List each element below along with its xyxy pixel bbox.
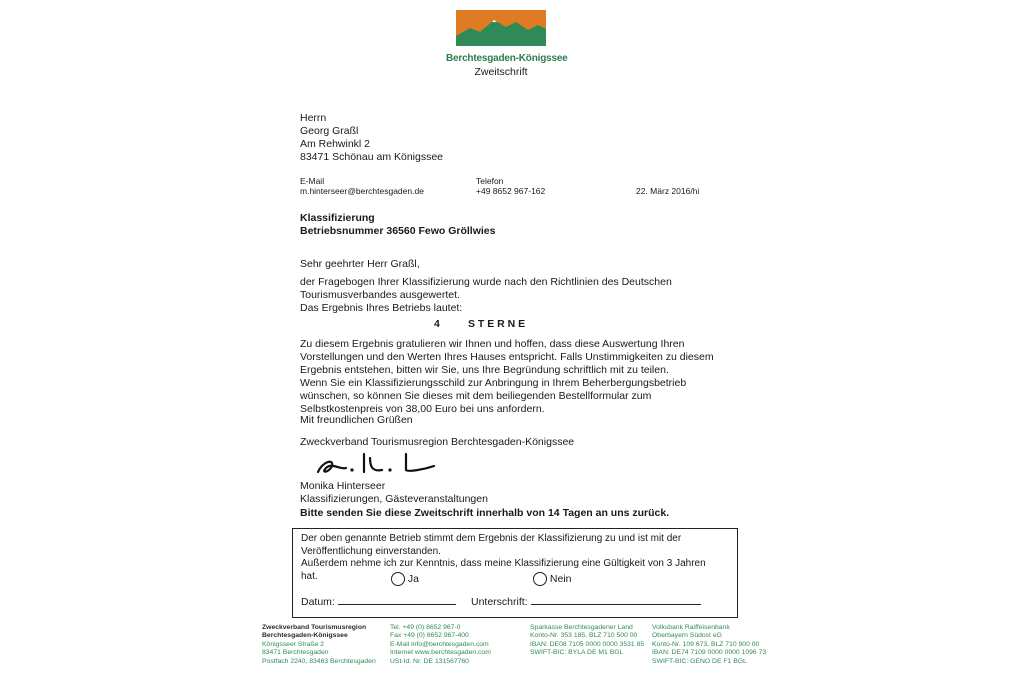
confirmation-box [292,528,738,618]
phone-block [476,176,545,196]
result-number: 4 [434,318,440,330]
intro-paragraph [300,276,672,315]
footer-address [262,624,376,666]
confirmation-text [301,533,706,583]
recipient-line: Georg Graßl [300,125,359,137]
letterhead-logo [446,10,568,78]
body-line: Selbstkostenpreis von 38,00 Euro bei uns anfordern. [300,403,545,415]
subject-line: Klassifizierung [300,212,375,224]
footer-bank-line: Konto-Nr. 109 673, BLZ 710 900 00 [652,640,760,648]
footer-address-line: Berchtesgaden-Königssee [262,632,348,640]
email-block [300,176,424,196]
footer-bank-line: Oberbayern Südost eG [652,632,722,640]
letter-date: 22. März 2016/hi [636,186,700,196]
signer-name: Monika Hinterseer [300,480,386,492]
sender-organization: Zweckverband Tourismusregion Berchtesgaden-Königssee [300,436,575,448]
footer-bank-line: SWIFT-BIC: GENO DE F1 BGL [652,657,747,665]
footer-address-line: Königsseer Straße 2 [262,640,324,648]
intro-line: Tourismusverbandes ausgewertet. [300,289,460,301]
confirmation-line: Veröffentlichung einverstanden. [301,545,441,557]
email-label: E-Mail [300,176,325,186]
phone-label: Telefon [476,176,504,186]
signature-line[interactable] [531,604,701,605]
logo-name: Berchtesgaden-Königssee [446,53,568,64]
copy-label: Zweitschrift [474,66,528,78]
recipient-line: 83471 Schönau am Königssee [300,151,444,163]
confirmation-line: hat. [301,570,318,582]
body-line: Zu diesem Ergebnis gratulieren wir Ihnen und hoffen, dass diese Auswertung Ihren [300,338,685,350]
yes-label: Ja [407,572,420,585]
email-value: m.hinterseer@berchtesgaden.de [300,186,424,196]
footer-address-line: Zweckverband Tourismusregion [262,624,367,631]
subject-line: Betriebsnummer 36560 Fewo Gröllwies [300,225,496,237]
intro-line: der Fragebogen Ihrer Klassifizierung wurde nach den Richtlinien des Deutschen [300,276,672,288]
footer-bank-line: IBAN: DE08 7105 0000 0000 3531 85 [530,640,645,648]
footer-contact-line: E-Mail info@berchtesgaden.com [390,640,489,648]
signer-block [300,480,488,506]
body-line: Vorstellungen und den Werten Ihres Hauses entspricht. Falls Unstimmigkeiten zu diesem [300,351,714,363]
footer-bank-line: Konto-Nr. 353 185, BLZ 710 500 00 [530,632,638,640]
date-line[interactable] [338,604,456,605]
footer-address-line: 83471 Berchtesgaden [262,649,329,657]
confirmation-line: Der oben genannte Betrieb stimmt dem Ergebnis der Klassifizierung zu und ist mit der [301,533,682,544]
footer-contact-line: Tel. +49 (0) 8652 967-0 [390,624,461,631]
footer-bank-line: IBAN: DE74 7109 0000 0000 1096 73 [652,649,767,657]
body-line: wünschen, so können Sie dieses mit dem beiliegenden Bestellformular zum [300,390,652,402]
signer-role: Klassifizierungen, Gästeveranstaltungen [300,493,488,505]
footer-bank-line: Sparkasse Berchtesgadener Land [530,624,633,631]
footer-contact-line: Internet www.berchtesgaden.com [390,649,491,657]
footer-address-line: Postfach 2240, 83463 Berchtesgaden [262,657,376,665]
footer-bank-sparkasse [530,624,644,658]
footer-contact-line: USt-Id. Nr. DE 131567760 [390,657,469,665]
no-label: Nein [549,572,572,585]
recipient-address [300,112,443,164]
footer-bank-volksbank [652,624,766,666]
body-paragraph [300,338,714,416]
body-line: Ergebnis entstehen, bitten wir Sie, uns Ihre Begründung schriftlich mit zu teilen. [300,364,669,376]
date-label: Datum: [301,596,335,608]
footer-contact-line: Fax +49 (0) 8652 967-400 [390,632,469,640]
recipient-line: Am Rehwinkl 2 [300,138,371,150]
yes-radio[interactable] [391,572,405,586]
closing: Mit freundlichen Grüßen [300,414,413,426]
signature-label: Unterschrift: [471,596,528,608]
body-line: Wenn Sie ein Klassifizierungsschild zur Anbringung in Ihrem Beherbergungsbetrieb [300,377,687,389]
subject [300,212,496,238]
confirmation-line: Außerdem nehme ich zur Kenntnis, dass meine Klassifizierung eine Gültigkeit von 3 Jahren [301,558,706,569]
intro-line: Das Ergebnis Ihres Betriebs lautet: [300,302,463,314]
option-yes[interactable] [391,572,419,586]
no-radio[interactable] [533,572,547,586]
footer-bank-line: Volksbank Raiffeisenbank [652,624,730,631]
phone-value: +49 8652 967-162 [476,186,546,196]
signature-field[interactable] [471,596,701,609]
logo-mountain-icon [456,10,546,46]
salutation: Sehr geehrter Herr Graßl, [300,258,420,270]
date-field[interactable] [301,596,456,609]
option-no[interactable] [533,572,572,586]
footer-bank-line: SWIFT-BIC: BYLA DE M1 BGL [530,649,624,657]
result-label: S T E R N E [468,318,526,330]
footer-contact [390,624,491,666]
return-note: Bitte senden Sie diese Zweitschrift innerhalb von 14 Tagen an uns zurück. [300,507,670,519]
handwritten-signature [312,448,452,478]
recipient-line: Herrn [300,112,327,124]
